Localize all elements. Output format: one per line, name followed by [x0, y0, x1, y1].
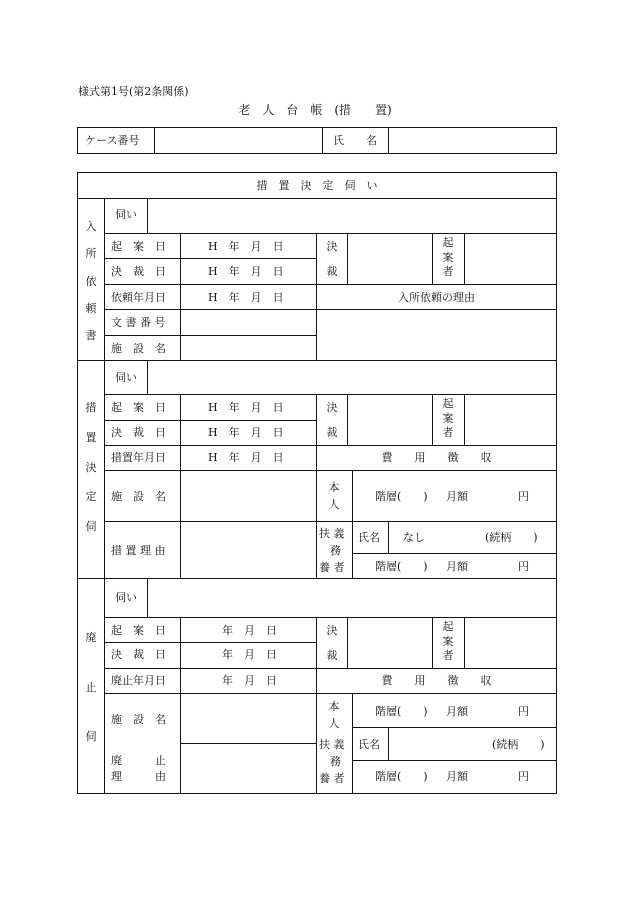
- irai-reason-field[interactable]: [317, 310, 556, 360]
- kian-date-label: 起 案 日: [111, 401, 166, 414]
- haishi-date-value[interactable]: 年 月 日: [222, 674, 277, 687]
- kian-date-value[interactable]: H 年 月 日: [208, 240, 284, 253]
- hiyo-chosyu-label: 費 用 徴 収: [381, 674, 492, 687]
- section-label-haishi: 廃 止 伺: [85, 631, 97, 743]
- bunsho-number-field[interactable]: [181, 310, 316, 335]
- shisetsu-label-2: 施 設 名: [111, 490, 166, 503]
- kiansha-label: 起 案 者: [442, 397, 454, 439]
- section-label-nyusho: 入 所 依 頼 書: [85, 220, 97, 342]
- kessai-label: 決 裁: [326, 401, 338, 439]
- kessai-date-label: 決 裁 日: [111, 648, 166, 661]
- kiansha-label: 起 案 者: [442, 620, 454, 662]
- fuyo-label-top: 扶 義: [319, 738, 345, 751]
- ukagai-label: 伺い: [115, 371, 137, 384]
- name-label: 氏 名: [333, 134, 377, 147]
- getsugaku-label: 月額: [446, 705, 468, 718]
- fuyo-name-value[interactable]: なし: [403, 531, 425, 544]
- getsugaku-label: 月額: [446, 490, 468, 503]
- shisetsu-label-3: 施 設 名: [111, 713, 166, 726]
- zokugara-label: (続柄 ): [492, 738, 545, 751]
- fuyo-name-field[interactable]: [389, 728, 479, 760]
- form-number: 様式第1号(第2条関係): [78, 85, 189, 98]
- yen-label: 円: [518, 490, 529, 503]
- ukagai-field-1[interactable]: [148, 199, 556, 233]
- kiansha-field[interactable]: [465, 618, 556, 668]
- kian-date-label: 起 案 日: [111, 624, 166, 637]
- ukagai-label: 伺い: [115, 591, 137, 604]
- kaiso-label: 階層( ): [375, 705, 428, 718]
- irai-date-value[interactable]: H 年 月 日: [208, 291, 284, 304]
- kessai-label: 決 裁: [326, 624, 338, 662]
- fuyo-label-mid: 務: [330, 544, 341, 557]
- kiansha-field[interactable]: [465, 234, 556, 284]
- ukagai-field-3[interactable]: [148, 579, 556, 617]
- shimei-label: 氏名: [358, 531, 380, 544]
- kessai-date-value[interactable]: H 年 月 日: [208, 265, 284, 278]
- name-field[interactable]: [389, 128, 556, 153]
- shimei-label: 氏名: [358, 738, 380, 751]
- kiansha-field[interactable]: [465, 395, 556, 445]
- kian-date-value[interactable]: H 年 月 日: [208, 401, 284, 414]
- ukagai-label: 伺い: [115, 208, 137, 221]
- kessai-date-value[interactable]: H 年 月 日: [208, 426, 284, 439]
- yen-label: 円: [518, 560, 529, 573]
- irai-reason-label: 入所依頼の理由: [398, 291, 475, 304]
- haishi-reason-field[interactable]: [181, 744, 316, 793]
- kessai-date-label: 決 裁 日: [111, 426, 166, 439]
- haishi-reason-label-bot: 理 由: [111, 770, 166, 783]
- kiansha-label: 起 案 者: [442, 236, 454, 278]
- sochi-date-value[interactable]: H 年 月 日: [208, 451, 284, 464]
- shisetsu-label-1: 施 設 名: [111, 342, 166, 355]
- haishi-reason-label-top: 廃 止: [111, 754, 166, 767]
- case-number-label: ケース番号: [85, 134, 140, 147]
- sochi-date-label: 措置年月日: [111, 451, 166, 464]
- case-number-field[interactable]: [155, 128, 322, 153]
- zokugara-label: (続柄 ): [485, 531, 538, 544]
- ukagai-field-2[interactable]: [148, 361, 556, 394]
- page-title: 老 人 台 帳 (措 置): [238, 103, 392, 117]
- honnin-label: 本 人: [328, 481, 340, 511]
- fuyo-label-bot: 養 者: [319, 772, 345, 785]
- kian-date-label: 起 案 日: [111, 240, 166, 253]
- yen-label: 円: [518, 705, 529, 718]
- kessai-date-label: 決 裁 日: [111, 265, 166, 278]
- shisetsu-field-1[interactable]: [181, 336, 316, 360]
- kessai-stamp-field[interactable]: [348, 618, 432, 668]
- haishi-date-label: 廃止年月日: [111, 674, 166, 687]
- shisetsu-field-3[interactable]: [181, 694, 316, 743]
- kessai-date-value[interactable]: 年 月 日: [222, 648, 277, 661]
- getsugaku-label: 月額: [446, 560, 468, 573]
- bunsho-number-label: 文 書 番 号: [111, 316, 166, 329]
- hiyo-chosyu-label: 費 用 徴 収: [381, 451, 492, 464]
- kessai-label: 決 裁: [326, 240, 338, 278]
- fuyo-label-bot: 養 者: [319, 561, 345, 574]
- kessai-stamp-field[interactable]: [348, 395, 432, 445]
- main-form-title: 措 置 決 定 伺 い: [256, 179, 378, 192]
- getsugaku-label: 月額: [446, 770, 468, 783]
- irai-date-label: 依頼年月日: [111, 291, 166, 304]
- fuyo-label-mid: 務: [330, 755, 341, 768]
- kaiso-label: 階層( ): [375, 490, 428, 503]
- kian-date-value[interactable]: 年 月 日: [222, 624, 277, 637]
- kaiso-label: 階層( ): [375, 560, 428, 573]
- honnin-label: 本 人: [328, 700, 340, 730]
- sochi-reason-label: 措 置 理 由: [111, 544, 166, 557]
- section-label-sochi: 措 置 決 定 伺: [85, 401, 97, 533]
- fuyo-label-top: 扶 義: [319, 527, 345, 540]
- yen-label: 円: [518, 770, 529, 783]
- kessai-stamp-field[interactable]: [348, 234, 432, 284]
- kaiso-label: 階層( ): [375, 770, 428, 783]
- shisetsu-field-2[interactable]: [181, 471, 316, 578]
